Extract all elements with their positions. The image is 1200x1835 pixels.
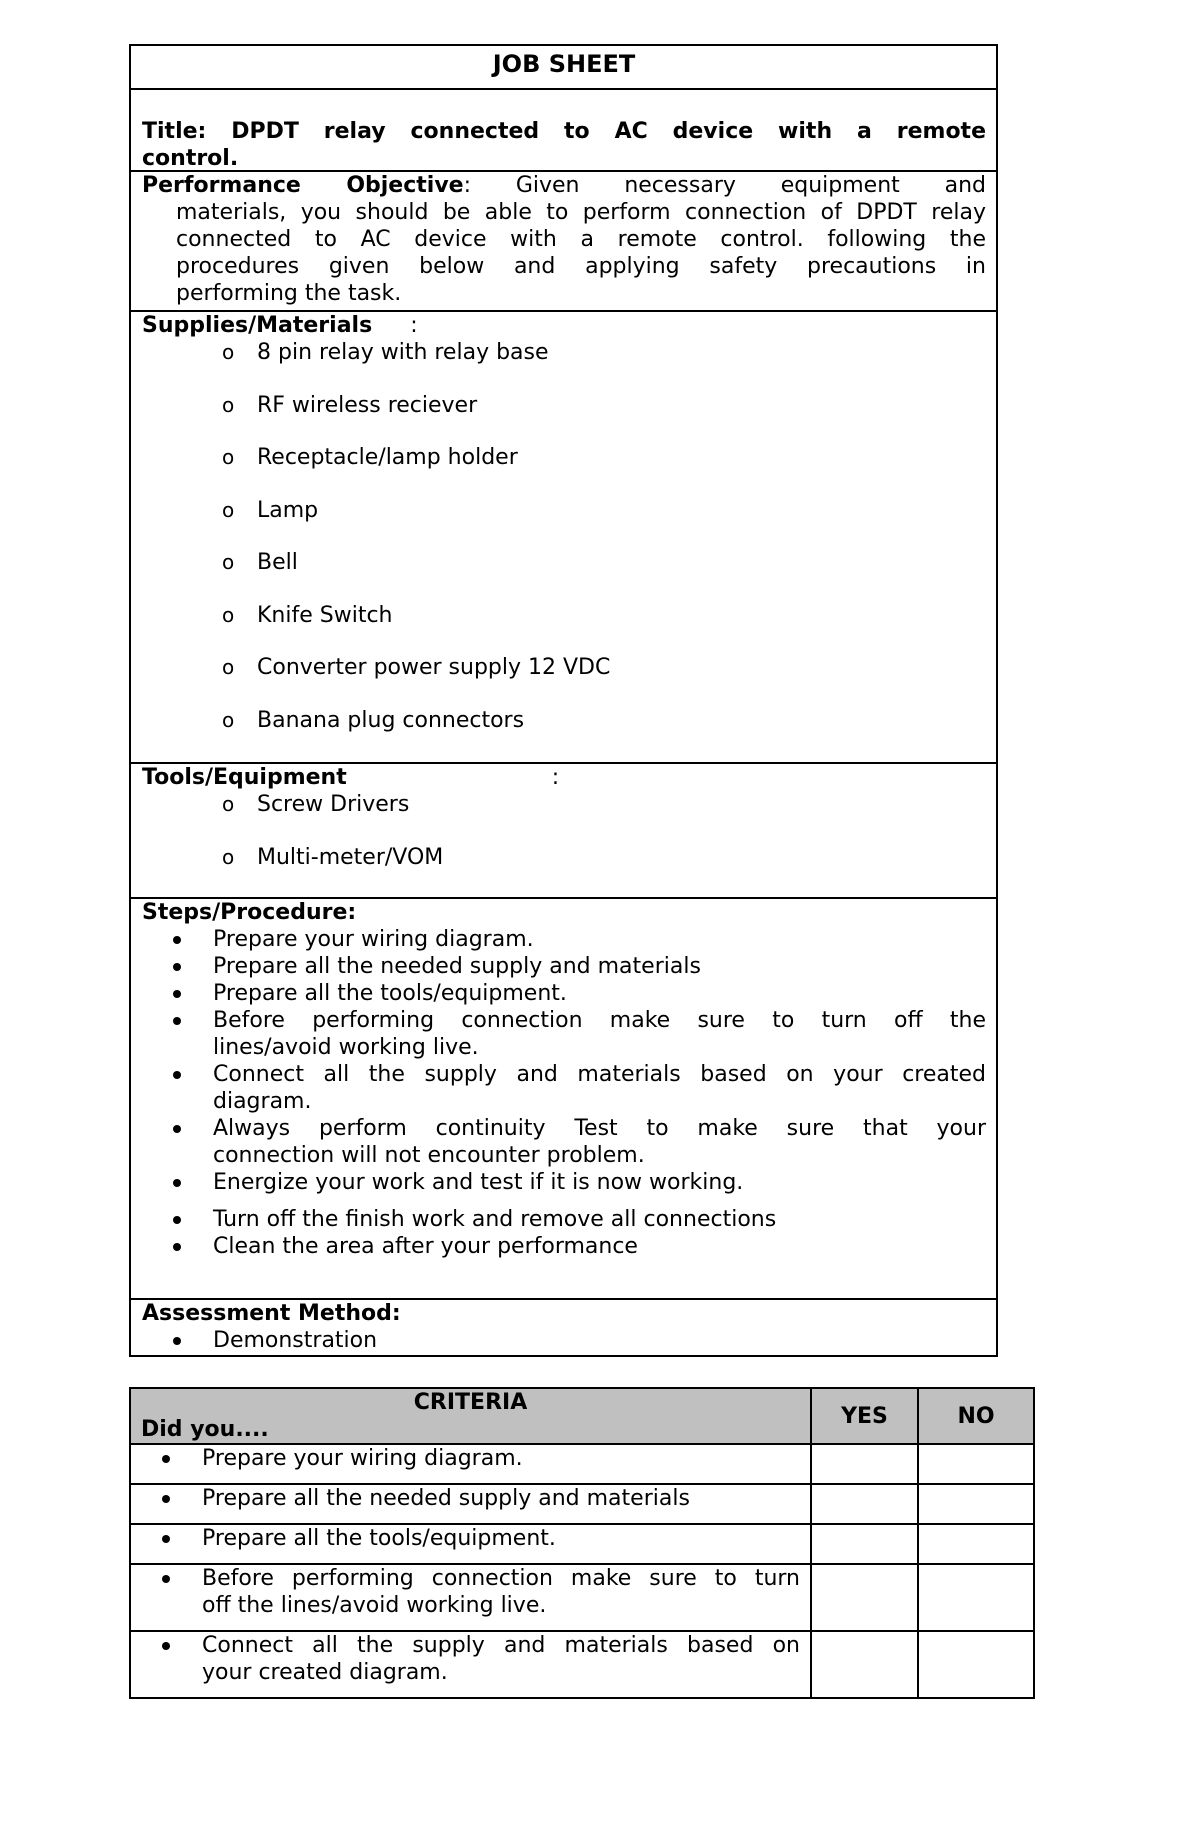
yes-cell[interactable] — [811, 1631, 918, 1698]
table-row — [130, 1631, 1034, 1698]
objective-line5: performing the task. — [176, 281, 402, 306]
list-item — [213, 1007, 986, 1061]
job-title-line2: control. — [142, 146, 239, 171]
tools-label: Tools/Equipment — [142, 765, 347, 790]
table-row — [130, 1524, 1034, 1564]
job-title — [131, 88, 996, 170]
job-sheet-heading: JOB SHEET — [492, 50, 636, 78]
yes-cell[interactable] — [811, 1524, 918, 1564]
bullet-dot-icon — [173, 1337, 181, 1345]
objective-label: Performance Objective — [142, 173, 464, 198]
objective-line2: materials, you should be able to perform connection of DPDT relay — [176, 200, 986, 225]
step-text-cont: connection will not encounter problem. — [213, 1143, 645, 1168]
supply-item: Bell — [257, 550, 298, 575]
bullet-dot-icon — [162, 1495, 170, 1503]
circle-bullet-icon: o — [222, 392, 235, 417]
no-cell[interactable] — [918, 1564, 1034, 1631]
supply-item: Knife Switch — [257, 602, 393, 628]
list-item — [222, 497, 986, 524]
table-row — [130, 1484, 1034, 1524]
list-item — [222, 844, 986, 871]
yes-cell[interactable] — [811, 1444, 918, 1484]
list-item — [213, 980, 986, 1007]
supply-item: Converter power supply 12 VDC — [257, 655, 611, 680]
step-text: Prepare all the needed supply and materials — [213, 954, 701, 979]
steps-section — [131, 897, 996, 1298]
tool-item: Screw Drivers — [257, 792, 410, 817]
supply-item: RF wireless reciever — [257, 392, 478, 418]
supplies-section — [131, 310, 996, 762]
bullet-dot-icon — [173, 1017, 181, 1025]
job-title-line1: Title: DPDT relay connected to AC device with a remote — [142, 119, 986, 144]
criteria-header: CRITERIA — [413, 1390, 528, 1415]
criteria-text: Prepare all the needed supply and materials — [202, 1486, 690, 1511]
step-text-cont: diagram. — [213, 1089, 312, 1114]
list-item — [222, 339, 986, 366]
criteria-text: Prepare your wiring diagram. — [202, 1446, 523, 1471]
supplies-list — [142, 339, 986, 734]
list-item — [222, 602, 986, 629]
tools-colon: : — [551, 765, 560, 790]
no-cell[interactable] — [918, 1484, 1034, 1524]
list-item — [222, 791, 986, 818]
steps-list — [142, 926, 986, 1260]
bullet-dot-icon — [162, 1575, 170, 1583]
objective-line3: connected to AC device with a remote control. following the — [176, 227, 986, 252]
list-item — [222, 654, 986, 681]
criteria-text-cont: off the lines/avoid working live. — [202, 1593, 547, 1618]
step-text: Always perform continuity Test to make sure that your — [213, 1116, 986, 1141]
supplies-colon: : — [410, 313, 418, 338]
supply-item: Receptacle/lamp holder — [257, 445, 518, 470]
bullet-dot-icon — [162, 1455, 170, 1463]
job-sheet — [129, 44, 998, 1357]
tools-list — [142, 791, 986, 871]
yes-header: YES — [811, 1388, 918, 1444]
assessment-list — [142, 1327, 986, 1354]
step-text: Energize your work and test if it is now working. — [213, 1170, 744, 1195]
bullet-dot-icon — [162, 1535, 170, 1543]
no-cell[interactable] — [918, 1524, 1034, 1564]
supply-item: Lamp — [257, 497, 319, 523]
criteria-cell — [130, 1564, 811, 1631]
bullet-dot-icon — [173, 1243, 181, 1251]
step-text: Prepare your wiring diagram. — [213, 927, 534, 952]
circle-bullet-icon: o — [222, 844, 235, 869]
bullet-dot-icon — [173, 1125, 181, 1133]
steps-label: Steps/Procedure: — [142, 900, 357, 925]
bullet-dot-icon — [173, 1071, 181, 1079]
objective-line1: : Given necessary equipment and — [463, 173, 986, 198]
bullet-dot-icon — [173, 990, 181, 998]
assessment-section — [131, 1298, 996, 1355]
circle-bullet-icon: o — [222, 707, 235, 732]
step-text: Before performing connection make sure to turn off the — [213, 1008, 986, 1033]
supplies-label: Supplies/Materials — [142, 313, 373, 338]
criteria-header-cell — [130, 1388, 811, 1444]
circle-bullet-icon: o — [222, 340, 235, 364]
list-item — [222, 444, 986, 471]
yes-cell[interactable] — [811, 1484, 918, 1524]
list-item — [213, 953, 986, 980]
list-item — [213, 1115, 986, 1169]
list-item — [213, 1206, 986, 1233]
step-text: Clean the area after your performance — [213, 1234, 638, 1259]
criteria-text: Before performing connection make sure to turn — [202, 1566, 800, 1591]
tools-section — [131, 762, 996, 897]
criteria-cell — [130, 1524, 811, 1564]
step-text: Connect all the supply and materials based on your created — [213, 1062, 986, 1087]
bullet-dot-icon — [173, 963, 181, 971]
no-cell[interactable] — [918, 1444, 1034, 1484]
list-item — [213, 1233, 986, 1260]
list-item — [213, 1061, 986, 1115]
criteria-cell — [130, 1631, 811, 1698]
criteria-text-cont: your created diagram. — [202, 1660, 448, 1685]
yes-cell[interactable] — [811, 1564, 918, 1631]
tool-item: Multi-meter/VOM — [257, 844, 444, 870]
performance-objective — [131, 170, 996, 310]
criteria-text: Prepare all the tools/equipment. — [202, 1526, 556, 1551]
supply-item: 8 pin relay with relay base — [257, 340, 549, 365]
assessment-item: Demonstration — [213, 1328, 378, 1353]
criteria-cell — [130, 1444, 811, 1484]
list-item — [213, 1169, 986, 1196]
circle-bullet-icon: o — [222, 602, 235, 627]
bullet-dot-icon — [173, 1179, 181, 1187]
list-item — [222, 549, 986, 576]
criteria-subheader: Did you.... — [141, 1417, 269, 1442]
table-row — [130, 1444, 1034, 1484]
bullet-dot-icon — [173, 1216, 181, 1224]
no-header: NO — [918, 1388, 1034, 1444]
circle-bullet-icon: o — [222, 497, 235, 522]
assessment-label: Assessment Method: — [142, 1301, 401, 1326]
list-item — [213, 926, 986, 953]
table-row — [130, 1564, 1034, 1631]
objective-line4: procedures given below and applying safety precautions in — [176, 254, 986, 279]
circle-bullet-icon: o — [222, 550, 235, 574]
step-text: Turn off the finish work and remove all connections — [213, 1207, 777, 1232]
circle-bullet-icon: o — [222, 792, 235, 816]
circle-bullet-icon: o — [222, 655, 235, 679]
list-item — [213, 1327, 986, 1354]
circle-bullet-icon: o — [222, 445, 235, 469]
no-cell[interactable] — [918, 1631, 1034, 1698]
list-item — [222, 707, 986, 734]
supply-item: Banana plug connectors — [257, 707, 525, 733]
criteria-text: Connect all the supply and materials based on — [202, 1633, 800, 1658]
criteria-table — [129, 1387, 1035, 1699]
list-item — [222, 392, 986, 419]
step-text-cont: lines/avoid working live. — [213, 1035, 479, 1060]
bullet-dot-icon — [173, 936, 181, 944]
criteria-cell — [130, 1484, 811, 1524]
step-text: Prepare all the tools/equipment. — [213, 981, 567, 1006]
bullet-dot-icon — [162, 1642, 170, 1650]
